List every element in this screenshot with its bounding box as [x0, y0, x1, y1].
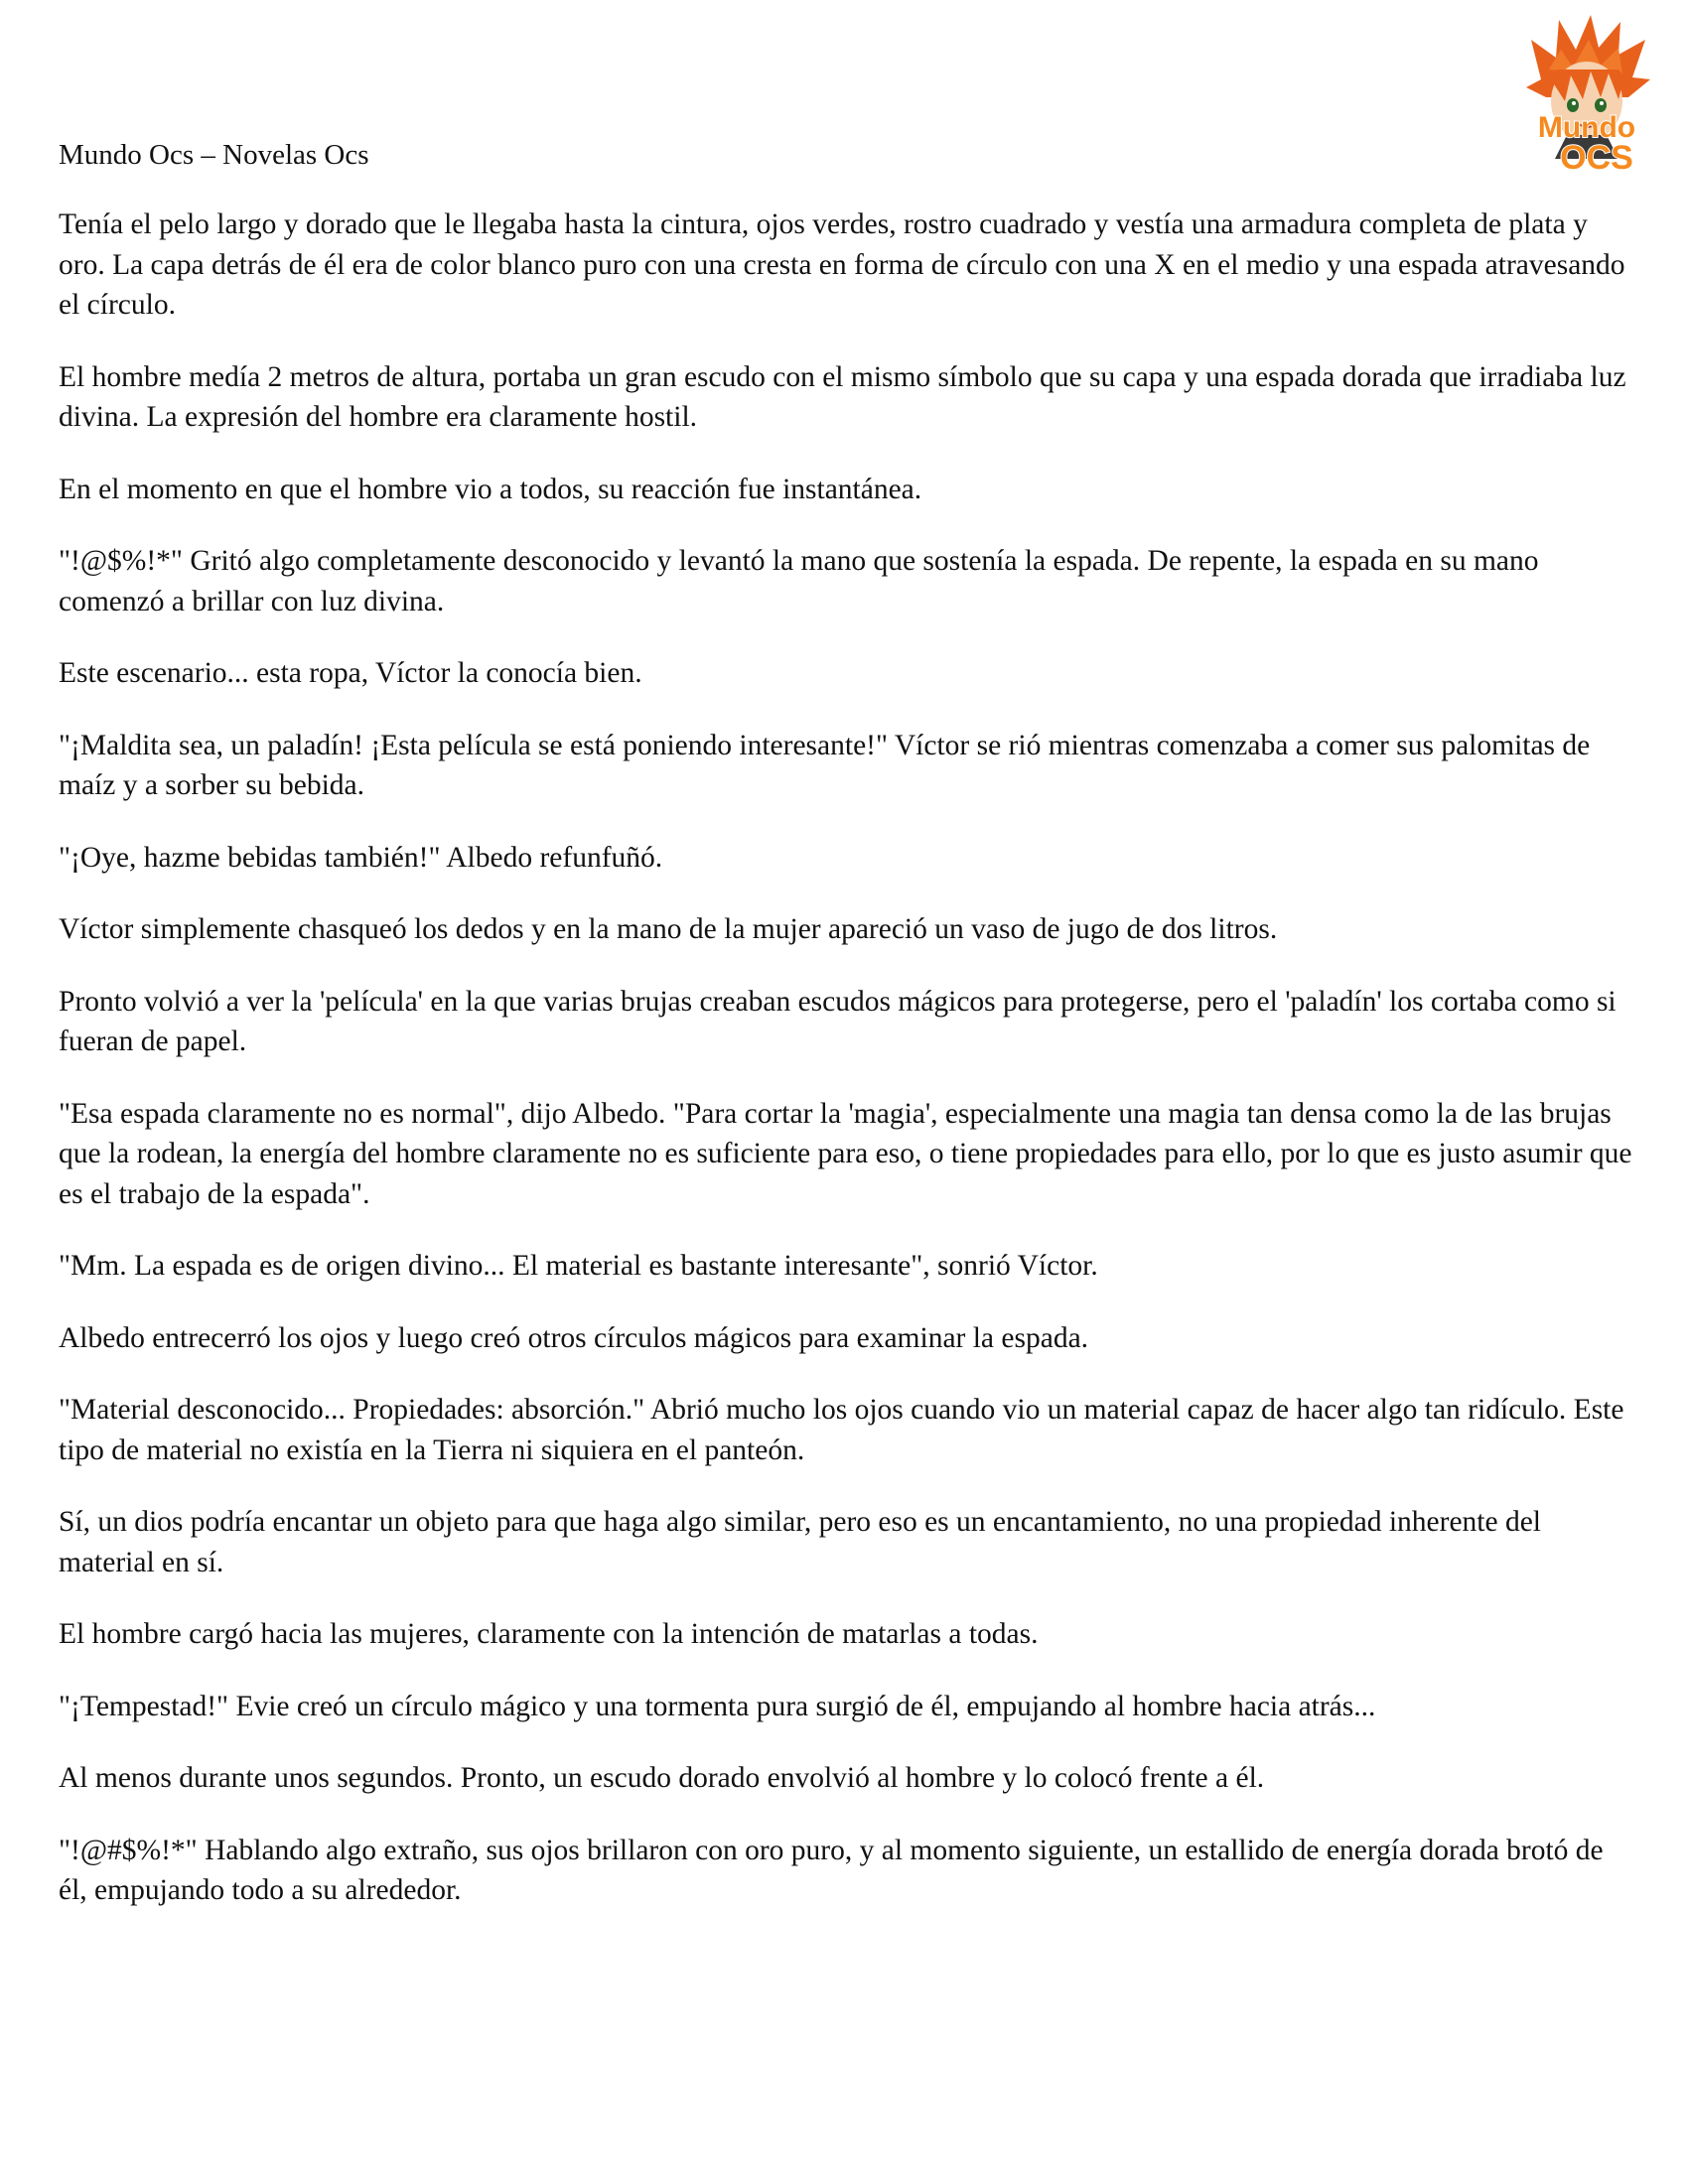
paragraph: Al menos durante unos segundos. Pronto, un escudo dorado envolvió al hombre y lo colocó frente a él.: [59, 1762, 1265, 1794]
paragraph: "¡Oye, hazme bebidas también!" Albedo refunfuñó.: [59, 841, 663, 874]
paragraph: El hombre medía 2 metros de altura, portaba un gran escudo con el mismo símbolo que su capa y una espada dorada que irradiaba luz divina. La expresión del hombre era claramente hostil.: [59, 360, 1626, 433]
logo-text-top: Mundo: [1537, 111, 1636, 144]
paragraph: "Mm. La espada es de origen divino... El material es bastante interesante", sonrió Víctor.: [59, 1250, 1098, 1282]
paragraph: "¡Tempestad!" Evie creó un círculo mágico y una tormenta pura surgió de él, empujando al hombre hacia atrás...: [59, 1690, 1376, 1722]
paragraph: "¡Maldita sea, un paladín! ¡Esta película se está poniendo interesante!" Víctor se rió mientras comenzaba a comer sus palomitas de maíz y a sorber su bebida.: [59, 729, 1591, 801]
paragraph: "!@#$%!*" Hablando algo extraño, sus ojos brillaron con oro puro, y al momento siguiente, un estallido de energía dorada brotó de él, empujando todo a su alrededor.: [59, 1834, 1604, 1906]
paragraph: El hombre cargó hacia las mujeres, claramente con la intención de matarlas a todas.: [59, 1618, 1039, 1650]
paragraph: "Esa espada claramente no es normal", dijo Albedo. "Para cortar la 'magia', especialmente una magia tan densa como la de las brujas que la rodean, la energía del hombre claramente no es suficiente para eso, o tiene propiedades para ello, por lo que es justo asumir que es el trabajo de la espada".: [59, 1097, 1632, 1210]
paragraph: "!@$%!*" Gritó algo completamente desconocido y levantó la mano que sostenía la espada. De repente, la espada en su mano comenzó a brillar con luz divina.: [59, 545, 1539, 617]
paragraph: Víctor simplemente chasqueó los dedos y en la mano de la mujer apareció un vaso de jugo de dos litros.: [59, 913, 1278, 945]
paragraph: Este escenario... esta ropa, Víctor la conocía bien.: [59, 657, 642, 689]
page-header-title: Mundo Ocs – Novelas Ocs: [59, 139, 369, 171]
document-body: [59, 205, 1637, 1943]
paragraph: "Material desconocido... Propiedades: absorción." Abrió mucho los ojos cuando vio un material capaz de hacer algo tan ridículo. Este tipo de material no existía en la Tierra ni siquiera en el panteón.: [59, 1394, 1624, 1466]
logo-text-bottom: OCS: [1560, 139, 1633, 177]
paragraph: Albedo entrecerró los ojos y luego creó otros círculos mágicos para examinar la espada.: [59, 1321, 1089, 1354]
paragraph: Tenía el pelo largo y dorado que le llegaba hasta la cintura, ojos verdes, rostro cuadrado y vestía una armadura completa de plata y oro. La capa detrás de él era de color blanco puro con una cresta en forma de círculo con una X en el medio y una espada atravesando el círculo.: [59, 208, 1625, 321]
paragraph: Sí, un dios podría encantar un objeto para que haga algo similar, pero eso es un encantamiento, no una propiedad inherente del material en sí.: [59, 1506, 1542, 1578]
mundo-ocs-logo: [1501, 10, 1672, 181]
paragraph: Pronto volvió a ver la 'película' en la que varias brujas creaban escudos mágicos para protegerse, pero el 'paladín' los cortaba como si fueran de papel.: [59, 985, 1617, 1057]
paragraph: En el momento en que el hombre vio a todos, su reacción fue instantánea.: [59, 473, 922, 505]
